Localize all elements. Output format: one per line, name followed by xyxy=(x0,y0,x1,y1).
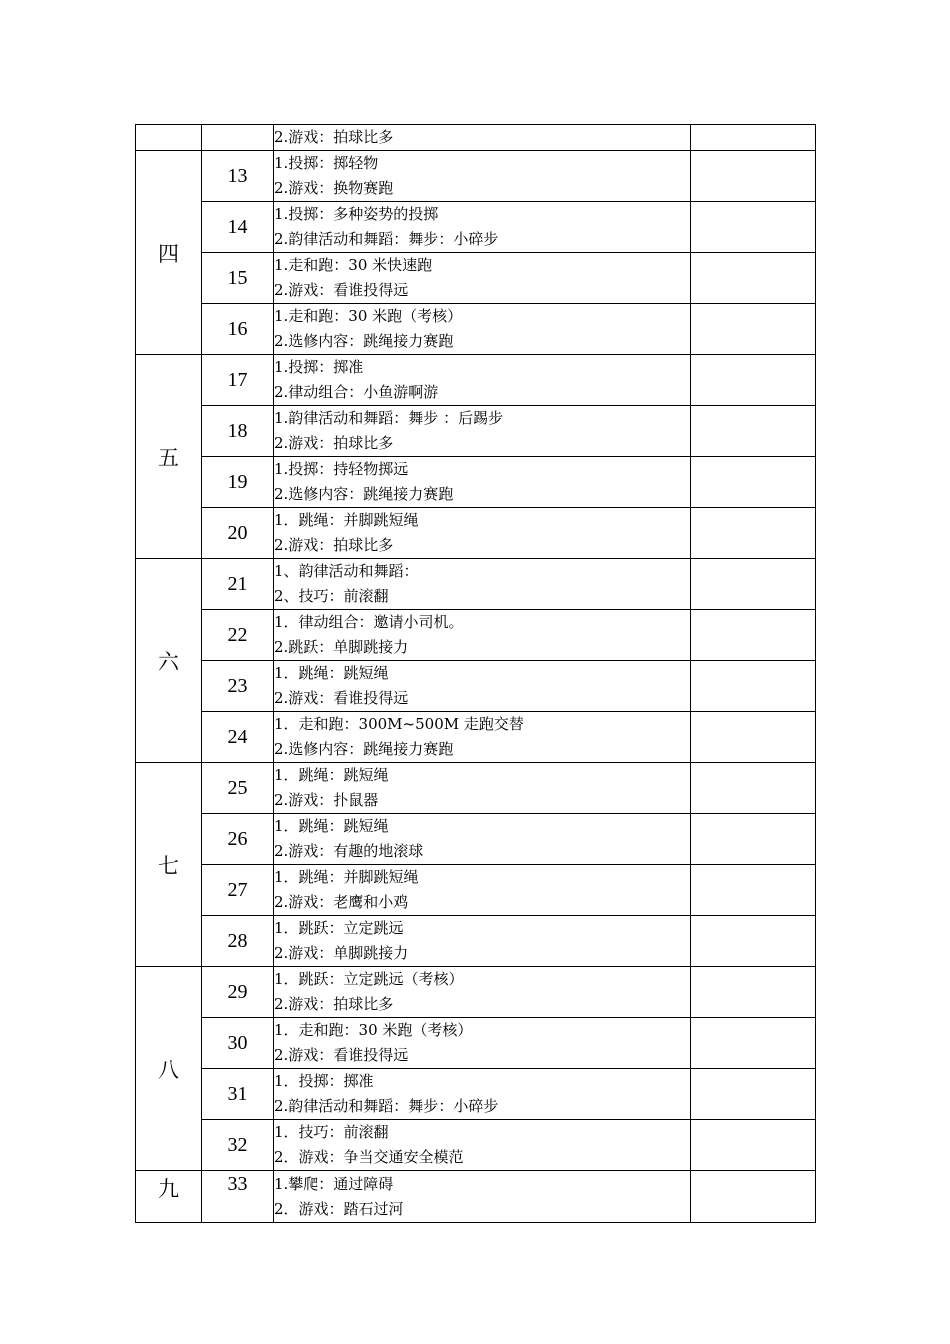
lesson-content xyxy=(274,508,691,559)
lesson-content xyxy=(274,610,691,661)
content-line: 2.游戏：扑鼠器 xyxy=(274,791,379,809)
content-line: 2.游戏：拍球比多 xyxy=(274,128,394,146)
table-row xyxy=(136,916,816,967)
note-cell xyxy=(691,559,816,610)
note-cell xyxy=(691,1069,816,1120)
week-label: 六 xyxy=(136,559,202,763)
lesson-content xyxy=(274,1018,691,1069)
lesson-number: 31 xyxy=(202,1069,274,1120)
table-row xyxy=(136,1018,816,1069)
content-line: 1.攀爬：通过障碍 xyxy=(274,1174,394,1193)
lesson-number: 13 xyxy=(202,151,274,202)
content-line: 2．游戏：争当交通安全模范 xyxy=(274,1148,464,1166)
content-line: 2.游戏：老鹰和小鸡 xyxy=(274,893,409,911)
lesson-number: 30 xyxy=(202,1018,274,1069)
content-line: 2.游戏：拍球比多 xyxy=(274,434,394,452)
lesson-number: 25 xyxy=(202,763,274,814)
content-line: 1、韵律活动和舞蹈： xyxy=(274,562,419,580)
content-line: 2.选修内容：跳绳接力赛跑 xyxy=(274,740,454,758)
content-line: 1．跳绳：并脚跳短绳 xyxy=(274,868,419,886)
content-line: 1．技巧：前滚翻 xyxy=(274,1123,389,1141)
content-line: 1．跳跃：立定跳远（考核） xyxy=(274,970,464,988)
table-row xyxy=(136,508,816,559)
content-line: 2.跳跃：单脚跳接力 xyxy=(274,638,409,656)
lesson-content xyxy=(274,661,691,712)
note-cell xyxy=(691,151,816,202)
week-label: 四 xyxy=(136,151,202,355)
note-cell xyxy=(691,1018,816,1069)
content-line: 2．游戏：踏石过河 xyxy=(274,1199,404,1218)
lesson-number: 19 xyxy=(202,457,274,508)
note-cell xyxy=(691,967,816,1018)
teaching-plan-body xyxy=(136,125,816,1223)
content-line: 1．跳绳：跳短绳 xyxy=(274,766,389,784)
note-cell xyxy=(691,125,816,151)
lesson-number: 21 xyxy=(202,559,274,610)
table-row xyxy=(136,304,816,355)
table-row xyxy=(136,125,816,151)
lesson-number: 18 xyxy=(202,406,274,457)
teaching-plan-table xyxy=(135,124,816,1223)
lesson-content xyxy=(274,202,691,253)
table-row xyxy=(136,202,816,253)
week-label: 五 xyxy=(136,355,202,559)
week-cell xyxy=(136,125,202,151)
lesson-content xyxy=(274,304,691,355)
lesson-number: 20 xyxy=(202,508,274,559)
lesson-number: 22 xyxy=(202,610,274,661)
table-row xyxy=(136,865,816,916)
note-cell xyxy=(691,406,816,457)
content-line: 1.投掷：掷准 xyxy=(274,358,364,376)
week-label: 八 xyxy=(136,967,202,1171)
lesson-number xyxy=(202,125,274,151)
lesson-content xyxy=(274,712,691,763)
note-cell xyxy=(691,253,816,304)
note-cell xyxy=(691,814,816,865)
content-line: 2.游戏：拍球比多 xyxy=(274,995,394,1013)
content-line: 1.走和跑：30 米快速跑 xyxy=(274,256,433,274)
table-row xyxy=(136,406,816,457)
content-line: 2.游戏：看谁投得远 xyxy=(274,689,409,707)
content-line: 1．跳绳：并脚跳短绳 xyxy=(274,511,419,529)
table-row xyxy=(136,712,816,763)
lesson-content xyxy=(274,253,691,304)
content-line: 1．跳跃：立定跳远 xyxy=(274,919,404,937)
lesson-content xyxy=(274,916,691,967)
lesson-content xyxy=(274,457,691,508)
lesson-content xyxy=(274,1069,691,1120)
content-line: 2.游戏：看谁投得远 xyxy=(274,281,409,299)
table-row xyxy=(136,1069,816,1120)
lesson-content xyxy=(274,559,691,610)
content-line: 2.韵律活动和舞蹈：舞步：小碎步 xyxy=(274,1097,499,1115)
table-row xyxy=(136,457,816,508)
lesson-content xyxy=(274,763,691,814)
lesson-number: 28 xyxy=(202,916,274,967)
lesson-number: 33 xyxy=(202,1171,274,1223)
content-line: 2.游戏：拍球比多 xyxy=(274,536,394,554)
content-line: 1．走和跑：300M~500M 走跑交替 xyxy=(274,715,524,733)
table-row xyxy=(136,253,816,304)
note-cell xyxy=(691,763,816,814)
lesson-content xyxy=(274,151,691,202)
lesson-number: 24 xyxy=(202,712,274,763)
content-line: 1．跳绳：跳短绳 xyxy=(274,664,389,682)
content-line: 2.游戏：看谁投得远 xyxy=(274,1046,409,1064)
note-cell xyxy=(691,202,816,253)
lesson-content xyxy=(274,1171,691,1223)
lesson-content xyxy=(274,967,691,1018)
content-line: 2.选修内容：跳绳接力赛跑 xyxy=(274,485,454,503)
note-cell xyxy=(691,916,816,967)
week-label: 九 xyxy=(136,1171,202,1223)
content-line: 1.走和跑：30 米跑（考核） xyxy=(274,307,463,325)
content-line: 2.游戏：换物赛跑 xyxy=(274,179,394,197)
table-row xyxy=(136,967,816,1018)
lesson-content xyxy=(274,1120,691,1171)
table-row xyxy=(136,763,816,814)
table-row xyxy=(136,355,816,406)
lesson-number: 26 xyxy=(202,814,274,865)
lesson-content xyxy=(274,406,691,457)
lesson-number: 32 xyxy=(202,1120,274,1171)
lesson-number: 29 xyxy=(202,967,274,1018)
content-line: 1.韵律活动和舞蹈：舞步 ：后踢步 xyxy=(274,409,504,427)
note-cell xyxy=(691,457,816,508)
content-line: 1．走和跑：30 米跑（考核） xyxy=(274,1021,473,1039)
note-cell xyxy=(691,508,816,559)
lesson-content xyxy=(274,355,691,406)
note-cell xyxy=(691,610,816,661)
content-line: 2.游戏：单脚跳接力 xyxy=(274,944,409,962)
table-row xyxy=(136,559,816,610)
lesson-content xyxy=(274,814,691,865)
lesson-number: 16 xyxy=(202,304,274,355)
note-cell xyxy=(691,1120,816,1171)
lesson-number: 17 xyxy=(202,355,274,406)
table-row xyxy=(136,661,816,712)
content-line: 2.律动组合：小鱼游啊游 xyxy=(274,383,439,401)
lesson-number: 23 xyxy=(202,661,274,712)
content-line: 1.投掷：掷轻物 xyxy=(274,154,379,172)
content-line: 2.韵律活动和舞蹈：舞步：小碎步 xyxy=(274,230,499,248)
content-line: 1.投掷：持轻物掷远 xyxy=(274,460,409,478)
lesson-content xyxy=(274,865,691,916)
note-cell xyxy=(691,355,816,406)
lesson-content xyxy=(274,125,691,151)
note-cell xyxy=(691,661,816,712)
week-label: 七 xyxy=(136,763,202,967)
content-line: 2、技巧：前滚翻 xyxy=(274,587,389,605)
table-row xyxy=(136,814,816,865)
note-cell xyxy=(691,304,816,355)
table-row xyxy=(136,610,816,661)
content-line: 1．投掷：掷准 xyxy=(274,1072,374,1090)
note-cell xyxy=(691,865,816,916)
note-cell xyxy=(691,1171,816,1223)
lesson-number: 15 xyxy=(202,253,274,304)
content-line: 1．律动组合：邀请小司机。 xyxy=(274,613,464,631)
content-line: 1．跳绳：跳短绳 xyxy=(274,817,389,835)
lesson-number: 14 xyxy=(202,202,274,253)
table-row xyxy=(136,1120,816,1171)
content-line: 2.游戏：有趣的地滚球 xyxy=(274,842,424,860)
table-row xyxy=(136,1171,816,1223)
content-line: 1.投掷：多种姿势的投掷 xyxy=(274,205,439,223)
content-line: 2.选修内容：跳绳接力赛跑 xyxy=(274,332,454,350)
note-cell xyxy=(691,712,816,763)
table-row xyxy=(136,151,816,202)
lesson-number: 27 xyxy=(202,865,274,916)
